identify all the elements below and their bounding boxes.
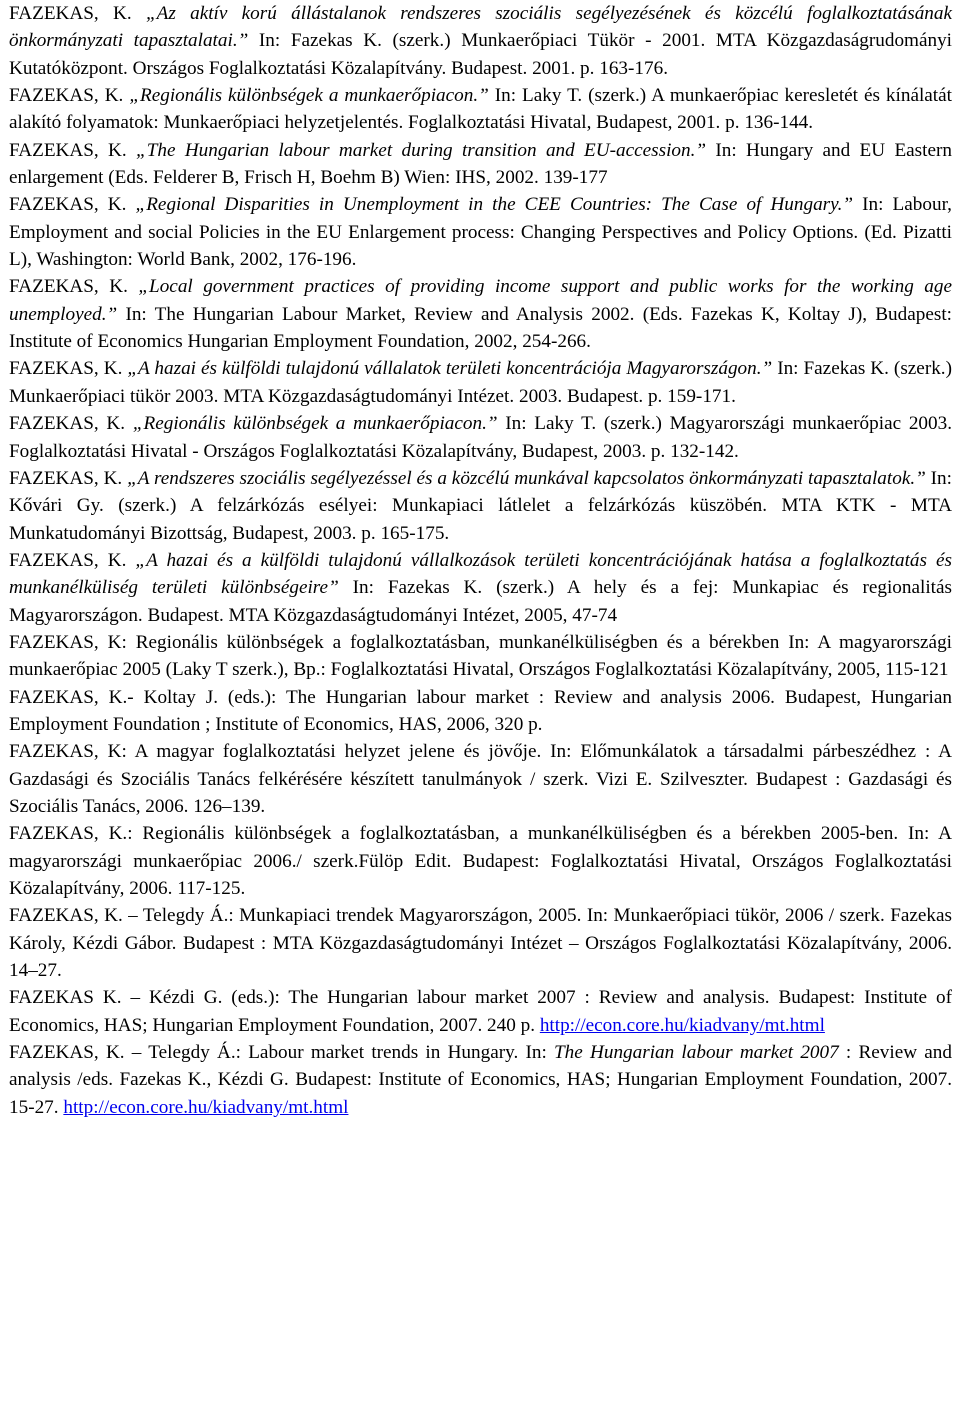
reference-text: FAZEKAS, K: A magyar foglalkoztatási helyzet jelene és jövője. In: Előmunkálatok a társadalmi párbeszédhez : A Gazdasági és Szociális Tanács felkérésére készített tanulmányok / szerk. Vizi E. Szilveszter. Budapest : Gazdasági és Szociális Tanács, 2006. 126–139.	[9, 741, 952, 817]
reference-entry	[9, 355, 952, 410]
reference-text: In: Fazekas K. (szerk.) Munkaerőpiaci Tükör - 2001. MTA Közgazdaságrudományi Kutatóközpont. Országos Foglalkoztatási Közalapítvány. Budapest. 2001. p. 163-176.	[9, 30, 953, 79]
reference-title: „A hazai és külföldi tulajdonú vállalatok területi koncentrációja Magyarországon.”	[127, 358, 773, 380]
reference-text: FAZEKAS, K.	[9, 413, 133, 435]
reference-text: FAZEKAS, K.	[9, 549, 136, 571]
reference-text: FAZEKAS, K. – Telegdy Á.: Labour market trends in Hungary. In:	[9, 1042, 554, 1064]
reference-text: FAZEKAS, K. – Telegdy Á.: Munkapiaci trendek Magyarországon, 2005. In: Munkaerőpiaci tükör, 2006 / szerk. Fazekas Károly, Kézdi Gábor. Budapest : MTA Közgazdaságtudományi Intézet – Országos Foglalkoztatási Közalapítvány, 2006. 14–27.	[9, 905, 952, 982]
reference-text: FAZEKAS, K.	[9, 276, 139, 298]
reference-entry	[9, 82, 952, 137]
reference-entry	[9, 547, 952, 629]
reference-entry	[9, 465, 952, 547]
reference-text: FAZEKAS, K.	[9, 467, 128, 489]
reference-title: „A hazai és a külföldi tulajdonú vállalkozások területi koncentrációjának hatása a foglalkoztatás és munkanélküliség területi különbségeire”	[9, 549, 952, 599]
reference-title: „Regional Disparities in Unemployment in the CEE Countries: The Case of Hungary.”	[135, 194, 854, 216]
reference-entry	[9, 137, 952, 192]
reference-text: In: Laky T. (szerk.) A munkaerőpiac keresletét és kínálatát alakító folyamatok: Munkaerőpiaci helyzetjelentés. Foglalkoztatási Hivatal, Budapest, 2001. p. 136-144.	[9, 85, 952, 134]
reference-text: : Review and analysis /eds. Fazekas K., Kézdi G. Budapest: Institute of Economics, HAS; Hungarian Employment Foundation, 2007. 15-27.	[9, 1042, 952, 1118]
reference-text: In: Laky T. (szerk.) Magyarországi munkaerőpiac 2003. Foglalkoztatási Hivatal - Országos Foglalkoztatási Közalapítvány, Budapest, 2003. p. 132-142.	[9, 413, 952, 462]
reference-entry	[9, 984, 952, 1039]
reference-text: In: Hungary and EU Eastern enlargement (Eds. Felderer B, Frisch H, Boehm B) Wien: IHS, 2002. 139-177	[9, 139, 952, 189]
reference-text: FAZEKAS, K: Regionális különbségek a foglalkoztatásban, munkanélküliségben és a bérekben In: A magyarországi munkaerőpiac 2005 (Laky T szerk.), Bp.: Foglalkoztatási Hivatal, Országos Foglalkoztatási Közalapítvány, 2005, 115-121	[9, 631, 952, 681]
reference-link[interactable]: http://econ.core.hu/kiadvany/mt.html	[63, 1096, 349, 1118]
reference-text: In: Labour, Employment and social Policies in the EU Enlargement process: Changing Perspectives and Policy Options. (Ed. Pizatti L), Washington: World Bank, 2002, 176-196.	[9, 194, 952, 271]
reference-text: In: Fazekas K. (szerk.) A hely és a fej: Munkapiac és regionalitás Magyarországon. Budapest. MTA Közgazdaságtudományi Intézet, 2005, 47-74	[9, 577, 952, 626]
reference-text: In: Kővári Gy. (szerk.) A felzárkózás esélyei: Munkapiaci látlelet a felzárkózás küszöbén. MTA KTK - MTA Munkatudományi Bizottság, Budapest, 2003. p. 165-175.	[9, 467, 952, 544]
reference-entry	[9, 629, 952, 684]
reference-title: „Regionális különbségek a munkaerőpiacon.”	[132, 413, 498, 435]
reference-text: FAZEKAS, K.	[9, 194, 136, 216]
reference-title: The Hungarian labour market 2007	[554, 1042, 839, 1064]
reference-entry	[9, 902, 952, 984]
reference-text: FAZEKAS, K.	[9, 3, 146, 24]
reference-entry	[9, 1039, 952, 1121]
reference-text: FAZEKAS, K.	[9, 139, 137, 161]
reference-text: In: The Hungarian Labour Market, Review and Analysis 2002. (Eds. Fazekas K, Koltay J), Budapest: Institute of Economics Hungarian Employment Foundation, 2002, 254-266.	[9, 303, 952, 353]
reference-title: „Local government practices of providing income support and public works for the working age unemployed.”	[9, 276, 952, 325]
reference-text: FAZEKAS K. – Kézdi G. (eds.): The Hungarian labour market 2007 : Review and analysis. Budapest: Institute of Economics, HAS; Hungarian Employment Foundation, 2007. 240 p.	[9, 987, 952, 1036]
reference-text: FAZEKAS, K.: Regionális különbségek a foglalkoztatásban, a munkanélküliségben és a bérekben 2005-ben. In: A magyarországi munkaerőpiac 2006./ szerk.Fülöp Edit. Budapest: Foglalkoztatási Hivatal, Országos Foglalkoztatási Közalapítvány, 2006. 117-125.	[9, 823, 952, 899]
reference-text: FAZEKAS, K.	[9, 358, 128, 380]
reference-text: FAZEKAS, K.	[9, 85, 130, 107]
reference-entry	[9, 273, 952, 355]
reference-title: „The Hungarian labour market during transition and EU-accession.”	[136, 139, 707, 161]
reference-text: In: Fazekas K. (szerk.) Munkaerőpiaci tükör 2003. MTA Közgazdaságtudományi Intézet. 2003. Budapest. p. 159-171.	[9, 358, 952, 407]
reference-entry	[9, 738, 952, 820]
reference-text: FAZEKAS, K.- Koltay J. (eds.): The Hungarian labour market : Review and analysis 2006. Budapest, Hungarian Employment Foundation ; Institute of Economics, HAS, 2006, 320 p.	[9, 686, 952, 735]
reference-title: „Regionális különbségek a munkaerőpiacon.”	[129, 85, 489, 107]
reference-entry	[9, 684, 952, 739]
reference-entry	[9, 410, 952, 465]
reference-title: „A rendszeres szociális segélyezéssel és a közcélú munkával kapcsolatos önkormányzati tapasztalatok.”	[127, 467, 926, 489]
reference-title: „Az aktív korú állástalanok rendszeres szociális segélyezésének és közcélú foglalkoztatásának önkormányzati tapasztalatai.”	[9, 3, 952, 52]
reference-entry	[9, 191, 952, 273]
reference-link[interactable]: http://econ.core.hu/kiadvany/mt.html	[539, 1014, 825, 1036]
reference-entry	[9, 820, 952, 902]
reference-entry	[9, 0, 952, 82]
reference-list	[9, 0, 952, 1121]
